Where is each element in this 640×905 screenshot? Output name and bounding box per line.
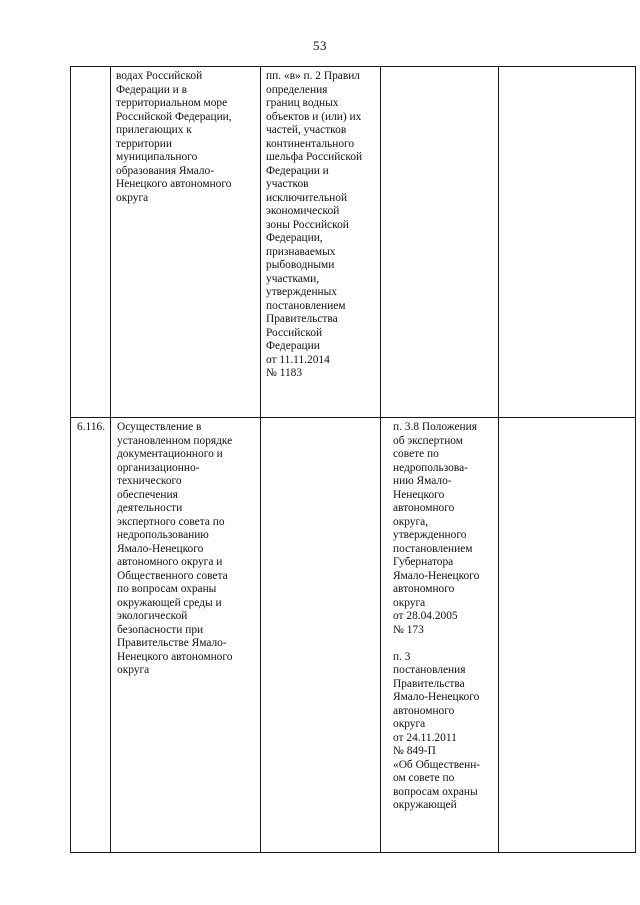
legal-basis-cell-2 [381, 67, 499, 418]
row-number-cell [71, 67, 111, 418]
empty-cell [499, 67, 636, 418]
row-number-cell: 6.116. [71, 418, 111, 853]
regulation-table [70, 66, 636, 853]
legal-basis-cell [261, 418, 381, 853]
empty-cell [499, 418, 636, 853]
table-row [71, 418, 636, 853]
task-cell: Осуществление в установленном порядке документационного и организационно- технического обеспечения деятельности экспертного совета по недропользованию Ямало-Ненецкого автономного округа и Общественного совета по вопросам охраны окружающей среды и экологической безопасности при Правительстве Ямало- Ненецкого автономного округа [111, 418, 261, 853]
table-row [71, 67, 636, 418]
page-number: 53 [313, 38, 327, 53]
legal-basis-cell-2: п. 3.8 Положения об экспертном совете по недропользова- нию Ямало- Ненецкого автономного округа, утвержденного постановлением Губернатора Ямало-Ненецкого автономного округа от 28.04.2005 № 173 п. 3 постановления Правительства Ямало-Ненецкого автономного округа от 24.11.2011 № 849-П «Об Общественн- ом совете по вопросам охраны окружающей [381, 418, 499, 853]
task-cell: водах Российской Федерации и в территориальном море Российской Федерации, прилегающих к территории муниципального образования Ямало- Ненецкого автономного округа [111, 67, 261, 418]
legal-basis-cell: пп. «в» п. 2 Правил определения границ водных объектов и (или) их частей, участков континентального шельфа Российской Федерации и участков исключительной экономической зоны Российской Федерации, признаваемых рыбоводными участками, утвержденных постановлением Правительства Российской Федерации от 11.11.2014 № 1183 [261, 67, 381, 418]
